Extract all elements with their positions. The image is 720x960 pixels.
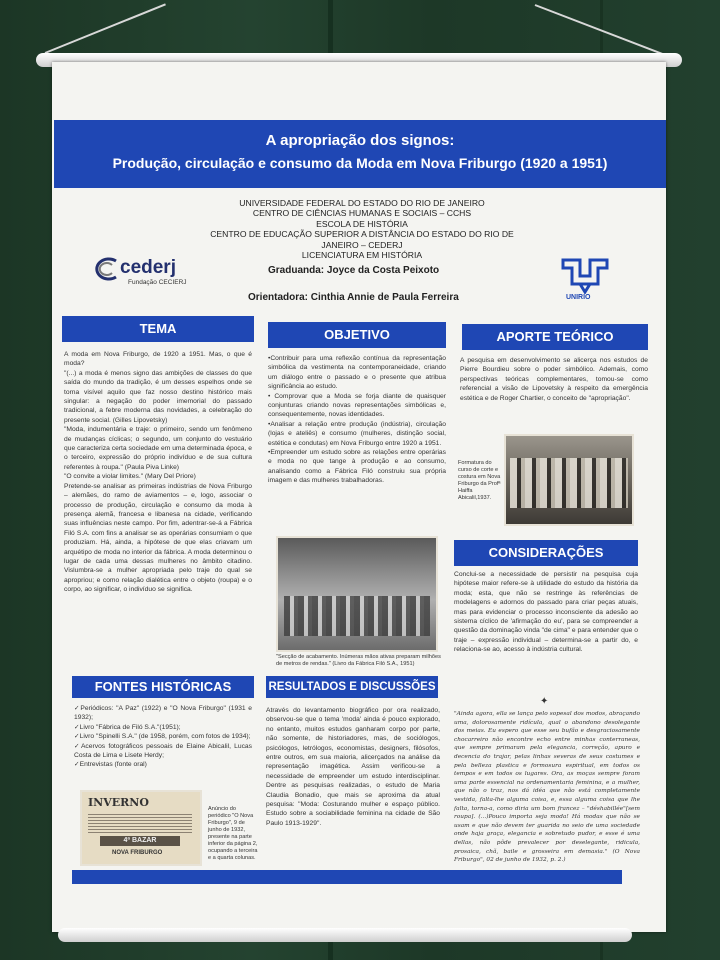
graduates-figures xyxy=(510,458,628,508)
objetivo-item: •Contribuir para uma reflexão contínua da representação simbólica da vestimenta na contemporaneidade, criando um diálogo entre o passado e o presente que atribua significância ao estudo. xyxy=(268,355,446,391)
fleuron-ornament: ✦ xyxy=(540,696,549,707)
fontes-item: ✓Livro "Fábrica de Filó S.A."(1951); xyxy=(74,723,181,731)
clipping-title: INVERNO xyxy=(88,796,149,809)
section-header-consideracoes: CONSIDERAÇÕES xyxy=(454,540,638,566)
tema-paragraph: "(...) a moda é menos signo das ambições de classes do que saída do mundo da tradição, é um desses espelhos onde se torna visível aquilo que faz nosso destino histórico mais singular: a negação do poder imemorial do passado tradicional, a febre moderna das novidades, a celebração do presente social. (Gilles Lipovetsky) xyxy=(64,369,252,424)
section-header-fontes: FONTES HISTÓRICAS xyxy=(72,676,254,698)
fontes-item: ✓Periódicos: "A Paz" (1922) e "O Nova Friburgo" (1931 e 1932); xyxy=(74,705,252,722)
poster-banner xyxy=(52,62,666,932)
factory-photo-caption: "Secção de acabamento. Inúmeras mãos ativas preparam milhões de metros de rendas." (Livro da Fábrica Filó S.A., 1951) xyxy=(276,654,441,667)
graduanda-line: Graduanda: Joyce da Costa Peixoto xyxy=(268,265,440,276)
fontes-item: ✓Acervos fotográficos pessoais de Elaine Abicalil, Lucas Costa de Lima e Lisete Herdy; xyxy=(74,742,252,760)
unirio-logo xyxy=(560,254,616,304)
fontes-list xyxy=(74,704,252,770)
cederj-swoosh-icon xyxy=(90,257,120,281)
objetivo-item: • Comprovar que a Moda se forja diante de quaisquer conjunturas criando novas representações simbólicas e, consequentemente, novas identidades. xyxy=(268,392,446,419)
newspaper-clipping xyxy=(80,790,202,866)
resultados-text xyxy=(266,706,440,828)
graduation-photo xyxy=(504,434,634,526)
fontes-item: ✓Entrevistas (fonte oral) xyxy=(74,761,147,769)
consideracoes-text xyxy=(454,570,638,655)
fontes-item: ✓Livro "Spinelli S.A." (de 1958, porém, com fotos de 1934); xyxy=(74,733,251,741)
section-header-resultados: RESULTADOS E DISCUSSÕES xyxy=(266,676,438,698)
graduation-photo-caption: Formatura do curso de corte e costura em Nova Friburgo da Profª Haiffa Abicalil,1937. xyxy=(458,460,501,501)
section-header-tema: TEMA xyxy=(62,316,254,342)
clipping-caption: Anúncio do periódico "O Nova Friburgo", 9 de junho de 1932, presente na parte inferior da página 2, ocupando a terceira e a quarta colunas. xyxy=(208,806,258,861)
institution-line: CENTRO DE CIÊNCIAS HUMANAS E SOCIAIS – CCHS xyxy=(252,208,472,219)
aporte-paragraph: A pesquisa em desenvolvimento se alicerça nos estudos de Pierre Bourdieu sobre o poder simbólico. Ademais, como perspectivas teóricas complementares, tomou-se como referencial a visão de Lipovetsky à respeito da emergência estética e de Roger Chartier, o conceito de "apropriação". xyxy=(460,357,648,402)
clipping-banner: 4ª BAZAR xyxy=(100,836,180,846)
cederj-logo xyxy=(90,257,200,293)
tema-paragraph: Pretende-se analisar as primeiras indústrias de Nova Friburgo – alemães, do ramo de aviamentos – e, logo, associar o processo de produção, circulação e consumo da moda à presença alemã, francesa e libanesa na cidade, verificando suas influências neste campo. Por fim, adentrar-se-á a Fábrica Filó S.A. com fins a analisar se as operárias consumiam o que produziam. Há, ainda, a hipótese de que elas criavam um arquétipo de moda no interior da fábrica. A moda determinou o lugar de cada uma dessas mulheres no âmbito citadino. Vislumbra-se a mulher apropriada pelo traje do qual se apropriou; e como relação dialética entre o objeto (roupa) e o corpo, ao significar, o indivíduo se significa. xyxy=(64,482,252,594)
consideracoes-paragraph: Conclui-se a necessidade de persistir na pesquisa cuja hipótese maior refere-se à utilidade do estudo da história da moda; esta, que não se restringe às referências de modelagens e adornos do passado para criar peças atuais, mas para evidenciar o processo inconsciente da adesão ao sistema cíclico de 'afirmação do eu', para se compreender a questão da dominação vinda "de cima" e para entender que o traje – expressão individual – determina-se a partir do, e relaciona-se ao, acesso à indústria cultural. xyxy=(454,571,638,654)
section-header-aporte: APORTE TEÓRICO xyxy=(462,324,648,350)
orientadora-line: Orientadora: Cinthia Annie de Paula Ferreira xyxy=(248,292,459,303)
institution-line: ESCOLA DE HISTÓRIA xyxy=(316,218,408,229)
institution-line: LICENCIATURA EM HISTÓRIA xyxy=(301,250,423,261)
tema-paragraph: "Moda, indumentária e traje: o primeiro, sendo um fenômeno de mudanças cíclicas; o segundo, um conjunto do vestuário que caracteriza certa sociedade em uma determinada época, e o terceiro, expressão do próprio indivíduo e de sua cultura referentes à roupa." (Paula Piva Linke) xyxy=(64,426,252,471)
institution-line: UNIVERSIDADE FEDERAL DO ESTADO DO RIO DE JANEIRO xyxy=(239,198,485,208)
objetivo-text xyxy=(268,354,446,486)
cederj-wordmark: cederj xyxy=(120,257,176,278)
institution-block xyxy=(202,198,522,260)
unirio-label: UNIRIO xyxy=(566,294,591,301)
bottom-blue-bar xyxy=(72,870,622,884)
clipping-text-lines xyxy=(88,812,192,834)
poster-title: A apropriação dos signos: xyxy=(265,132,455,149)
bottom-hanging-rod xyxy=(58,928,632,942)
aporte-text xyxy=(460,356,648,403)
objetivo-item: •Empreender um estudo sobre as relações entre operárias e moda no que tange à produção e ao consumo, analisando como a Fábrica Filó construiu sua própria imagem e das mulheres trabalhadoras. xyxy=(268,449,446,485)
tema-text xyxy=(64,350,252,595)
clipping-footer: NOVA FRIBURGO xyxy=(112,850,163,856)
tema-paragraph: A moda em Nova Friburgo, de 1920 a 1951. Mas, o que é moda? xyxy=(64,351,252,368)
factory-photo xyxy=(276,536,438,652)
title-bar xyxy=(54,120,666,188)
institution-line: CENTRO DE EDUCAÇÃO SUPERIOR A DISTÂNCIA DO ESTADO DO RIO DE JANEIRO – CEDERJ xyxy=(210,229,514,250)
factory-workers-rows xyxy=(284,596,430,636)
poster-subtitle: Produção, circulação e consumo da Moda em Nova Friburgo (1920 a 1951) xyxy=(112,155,608,171)
unirio-emblem-icon xyxy=(560,254,610,294)
objetivo-item: •Analisar a relação entre produção (indústria), circulação (lojas e ateliês) e consumo (mulheres, distinção social, estética e condutas) em Nova Friburgo entre 1920 a 1951. xyxy=(268,420,446,447)
resultados-paragraph: Através do levantamento biográfico por ora realizado, observou-se que o tema 'moda' ainda é pouco explorado, no entanto, muitos estudos ganharam corpo por parte, não somente, de historiadores, mas, de sociólogos, psicólogos, letrólogos, economistas, designers, filósofos, entre outros, em sua maioria, alicerçados na análise da representação imagética. Assim verificou-se a necessidade de empreender um estudo interdisciplinar. Dentre as pesquisas realizadas, o estudo de Maria Claudia Bonadio, que mais se aproxima da atual pesquisa: "Moda: Costurando mulher e espaço público. Estudo sobre a sociabilidade feminina na cidade de São Paulo 1913-1929". xyxy=(266,707,440,827)
cederj-subtitle: Fundação CECIERJ xyxy=(128,279,187,286)
newspaper-quote: "Ainda agora, ella se lança pelo sopesal dos modos, abraçando uma, dolorosamente ridícula, qual o abandono desolegante dos meias. Eu espero que esse seu bufão e desgraciosamente chocarreiro não encontre echo entre minhas conterraneas, que sempre primaram pela elegancia, correção, apuro e decencia do trajar, pelas linhas severas de seus costumes e pela belleza plastica e formosura espiritual, em todos os tempos e em todos os lugares. Ora, as moças sempre foram uma parte essencial na ordenamentaria feminina, e a mulher, que não o traz, nos dá idéa que não está completamente vestida, falta-lhe alguma coisa, e, essa alguma coisa que lhe falta, torna-a, como diria um bom francez – "déshabillée"[sem roupa]. (...)Pouco importa seja moda! Há modas que não se usam e que não devem ter guarida no seio de uma sociedade onde haja graça, elegancia e sobretudo pudor, e esse é uma dellas, não pôde prevalecer por deselegante, ridicula, prosaica, chã, baile e grosseira em demasia." (O Nova Friburgo", 02 de junho de 1932, p. 2.) xyxy=(454,711,640,864)
section-header-objetivo: OBJETIVO xyxy=(268,322,446,348)
tema-paragraph: "O convite a violar limites." (Mary Del Priore) xyxy=(64,473,196,481)
